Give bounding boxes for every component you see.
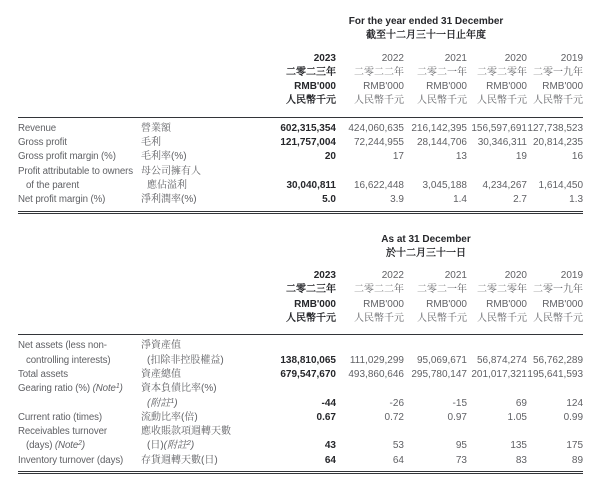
title-spacer [18, 15, 253, 52]
year-zh-header: 二零二一年 [417, 284, 467, 296]
year-zh-header: 二零二二年 [354, 284, 404, 296]
cell-value: 0.72 [384, 411, 404, 423]
cell-value: 138,810,065 [280, 354, 336, 366]
period-title [253, 233, 583, 270]
cell-value: 3,045,188 [422, 179, 467, 191]
row-label-en: Gross profit margin (%) [18, 151, 116, 163]
cell-value [527, 335, 583, 354]
cell-value: 2.7 [513, 194, 527, 206]
unit-header: RMB'000 [542, 81, 584, 93]
table-row [18, 117, 583, 136]
head-spacer [141, 312, 253, 335]
unit-zh-header: 人民幣千元 [477, 95, 527, 107]
cell-value: 127,738,523 [527, 122, 584, 134]
cell-value: 20 [324, 151, 336, 163]
table-row [18, 439, 583, 453]
head-spacer [141, 94, 253, 117]
cell-value [527, 382, 583, 396]
table-row [18, 354, 583, 368]
year-header: 2021 [444, 270, 467, 282]
title-spacer [18, 233, 253, 270]
row-label-zh: 存貨週轉天數(日) [141, 454, 218, 466]
cell-value: 5.0 [322, 194, 336, 206]
unit-header: RMB'000 [426, 81, 467, 93]
head-spacer [18, 298, 141, 312]
cell-value: 679,547,670 [280, 368, 336, 380]
unit-header: RMB'000 [426, 298, 467, 310]
cell-value: 195,641,593 [527, 368, 584, 380]
head-spacer [18, 94, 141, 117]
cell-value: 89 [571, 454, 584, 466]
cell-value [336, 425, 404, 439]
unit-zh-header: 人民幣千元 [286, 95, 336, 107]
table-row [18, 179, 583, 193]
unit-zh-header: 人民幣千元 [354, 313, 404, 325]
unit-zh-header: 人民幣千元 [477, 313, 527, 325]
table-row [18, 425, 583, 439]
cell-value: 64 [324, 454, 336, 466]
cell-value: 13 [455, 151, 467, 163]
cell-value: -26 [389, 397, 404, 409]
table-row [18, 382, 583, 396]
row-label-en: Gearing ratio (%) (Note$^1$) [18, 383, 123, 395]
cell-value [404, 382, 467, 396]
row-label-en [18, 397, 141, 411]
row-label-en: Profit attributable to owners [18, 165, 134, 177]
cell-value [467, 382, 527, 396]
row-label-en: Current ratio (times) [18, 411, 103, 423]
cell-value: 56,874,274 [476, 354, 527, 366]
year-zh-header: 二零一九年 [533, 66, 584, 78]
cell-value: 1.4 [453, 194, 467, 206]
cell-value: 30,040,811 [286, 179, 336, 191]
head-spacer [141, 80, 253, 94]
cell-value: 64 [392, 454, 404, 466]
table-row [18, 335, 583, 354]
unit-header: RMB'000 [294, 298, 336, 310]
cell-value: 1,614,450 [538, 179, 584, 191]
unit-zh-header: 人民幣千元 [354, 95, 404, 107]
cell-value: 53 [392, 440, 404, 452]
cell-value [404, 425, 467, 439]
cell-value: 602,315,354 [280, 122, 336, 134]
year-zh-header: 二零二一年 [417, 66, 467, 78]
row-label-en: Inventory turnover (days) [18, 454, 124, 466]
table-row [18, 397, 583, 411]
year-zh-header: 二零二二年 [354, 66, 404, 78]
cell-value: 16 [571, 151, 584, 163]
row-label-zh: 淨利潤率(%) [141, 194, 197, 206]
table-row [18, 136, 583, 150]
cell-value [336, 335, 404, 354]
table-row [18, 193, 583, 212]
row-label-zh: 毛利 [141, 137, 161, 149]
year-zh-header: 二零二零年 [477, 66, 527, 78]
row-label-en: controlling interests) [26, 354, 111, 366]
head-spacer [141, 269, 253, 283]
cell-value [253, 425, 336, 439]
row-label-zh: 資本負債比率(%) [141, 383, 217, 395]
cell-value: 69 [515, 397, 527, 409]
cell-value: 0.97 [447, 411, 467, 423]
cell-value: 56,762,289 [532, 354, 584, 366]
cell-value: 95,069,671 [416, 354, 467, 366]
year-header: 2019 [560, 270, 584, 282]
row-label-zh: 資產總值 [141, 368, 181, 380]
table-row [18, 165, 583, 179]
cell-value: 43 [324, 440, 336, 452]
cell-value [253, 165, 336, 179]
year-header: 2019 [560, 52, 584, 64]
cell-value: 156,597,691 [471, 122, 527, 134]
table-row [18, 411, 583, 425]
cell-value [404, 165, 467, 179]
row-label-en: (days) (Note$^2$) [26, 440, 86, 452]
income-statement-five-year-table [18, 15, 583, 214]
year-zh-header: 二零二三年 [286, 284, 336, 296]
cell-value [336, 165, 404, 179]
cell-value [527, 165, 583, 179]
year-header: 2022 [381, 52, 404, 64]
table-row [18, 368, 583, 382]
year-header: 2020 [504, 52, 527, 64]
row-label-zh: 應佔溢利 [147, 179, 187, 191]
row-label-en: Total assets [18, 368, 68, 380]
year-header: 2022 [381, 270, 404, 282]
cell-value: 175 [566, 440, 584, 452]
unit-header: RMB'000 [486, 298, 527, 310]
year-zh-header: 二零二零年 [477, 284, 527, 296]
cell-value: 3.9 [390, 194, 404, 206]
cell-value: 95 [455, 440, 467, 452]
head-spacer [18, 66, 141, 80]
row-label-en: Receivables turnover [18, 426, 108, 438]
unit-header: RMB'000 [486, 81, 527, 93]
cell-value: 30,346,311 [477, 137, 527, 149]
row-label-zh: (附註$^1$) [147, 397, 178, 409]
cell-value: 0.67 [316, 411, 336, 423]
table-row [18, 150, 583, 164]
cell-value [253, 335, 336, 354]
cell-value [404, 335, 467, 354]
row-label-zh: 流動比率(倍) [141, 411, 198, 423]
cell-value: 28,144,706 [416, 137, 467, 149]
year-header: 2021 [444, 52, 467, 64]
unit-header: RMB'000 [294, 81, 336, 93]
cell-value: 0.99 [563, 411, 584, 423]
row-label-zh: 毛利率(%) [141, 151, 187, 163]
unit-header: RMB'000 [363, 298, 404, 310]
head-spacer [141, 66, 253, 80]
row-label-zh: 營業額 [141, 122, 171, 134]
cell-value [336, 382, 404, 396]
cell-value: 16,622,448 [353, 179, 404, 191]
cell-value: 19 [515, 151, 527, 163]
unit-zh-header: 人民幣千元 [533, 313, 584, 325]
head-spacer [18, 80, 141, 94]
cell-value [527, 425, 583, 439]
cell-value: 4,234,267 [482, 179, 527, 191]
cell-value: 1.05 [507, 411, 527, 423]
cell-value: 201,017,321 [471, 368, 527, 380]
table-row [18, 454, 583, 473]
head-spacer [18, 52, 141, 66]
row-label-zh: 母公司擁有人 [141, 165, 201, 177]
row-label-en: Revenue [18, 122, 57, 134]
cell-value: 424,060,635 [348, 122, 404, 134]
cell-value: 295,780,147 [411, 368, 467, 380]
cell-value: 17 [392, 151, 404, 163]
unit-header: RMB'000 [542, 298, 584, 310]
year-header: 2020 [504, 270, 527, 282]
cell-value: 216,142,395 [411, 122, 467, 134]
period-title-zh: 截至十二月三十一日止年度 [366, 30, 487, 42]
head-spacer [18, 269, 141, 283]
head-spacer [141, 298, 253, 312]
period-title-zh: 於十二月三十一日 [386, 247, 467, 259]
cell-value: 83 [515, 454, 527, 466]
cell-value: 121,757,004 [280, 137, 336, 149]
unit-zh-header: 人民幣千元 [417, 313, 467, 325]
year-zh-header: 二零二三年 [286, 66, 336, 78]
period-title [253, 15, 583, 52]
head-spacer [141, 283, 253, 297]
cell-value [467, 425, 527, 439]
year-zh-header: 二零一九年 [533, 284, 584, 296]
cell-value: 111,029,299 [349, 354, 404, 366]
cell-value: -44 [321, 397, 336, 409]
unit-zh-header: 人民幣千元 [533, 95, 584, 107]
cell-value [253, 382, 336, 396]
row-label-zh: 淨資產值 [141, 340, 181, 352]
head-spacer [141, 52, 253, 66]
period-title-en: For the year ended 31 December [348, 16, 504, 27]
row-label-en: of the parent [26, 179, 80, 191]
head-spacer [18, 283, 141, 297]
row-label-en: Net profit margin (%) [18, 194, 106, 206]
cell-value: 124 [566, 397, 584, 409]
cell-value: -15 [452, 397, 467, 409]
balance-sheet-five-year-table [18, 233, 583, 474]
cell-value: 72,244,955 [353, 137, 404, 149]
cell-value: 493,860,646 [348, 368, 404, 380]
row-label-zh: 應收賬款項週轉天數 [141, 426, 231, 438]
unit-zh-header: 人民幣千元 [417, 95, 467, 107]
cell-value: 1.3 [569, 194, 584, 206]
cell-value: 20,814,235 [532, 137, 584, 149]
cell-value: 135 [510, 440, 527, 452]
year-header: 2023 [313, 270, 336, 282]
unit-zh-header: 人民幣千元 [286, 313, 336, 325]
cell-value [467, 335, 527, 354]
period-title-en: As at 31 December [381, 233, 471, 245]
row-label-en: Net assets (less non- [18, 340, 107, 352]
row-label-en: Gross profit [18, 137, 67, 149]
row-label-zh: (日)(附註$^2$) [147, 440, 195, 452]
cell-value: 73 [455, 454, 467, 466]
unit-header: RMB'000 [363, 81, 404, 93]
head-spacer [18, 312, 141, 335]
row-label-zh: (扣除非控股權益) [147, 354, 224, 366]
year-header: 2023 [313, 52, 336, 64]
cell-value [467, 165, 527, 179]
